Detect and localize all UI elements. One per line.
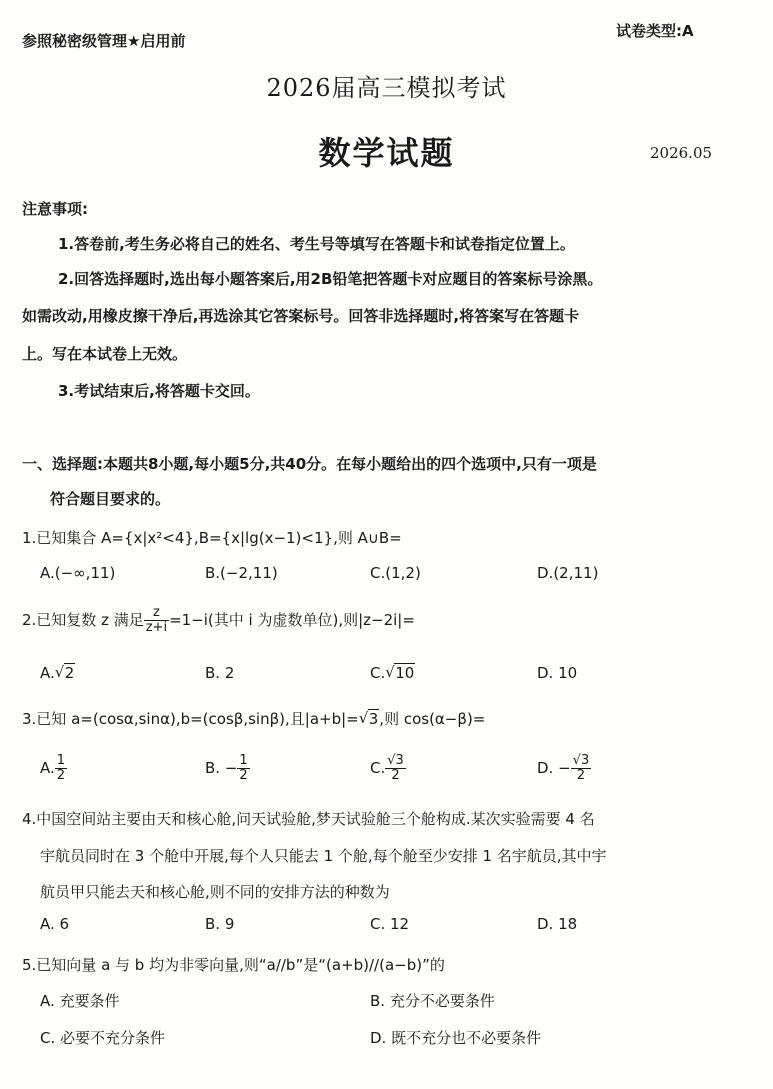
note-item-3: 3.考试结束后,将答题卡交回。	[58, 382, 260, 400]
subject-title: 数学试题	[318, 134, 455, 172]
question-1-option-c: C.(1,2)	[370, 564, 421, 582]
question-3-option-d: D. − $\frac{√3}{2}$	[537, 753, 590, 783]
question-2-fraction: $\frac{z}{z+i}$	[145, 605, 168, 635]
secrecy-label: 参照秘密级管理★启用前	[22, 32, 186, 50]
question-1-option-a: A.(−∞,11)	[40, 564, 116, 582]
notes-heading: 注意事项:	[22, 200, 88, 218]
question-5-option-a: A. 充要条件	[40, 992, 120, 1010]
note-item-1: 1.答卷前,考生务必将自己的姓名、考生号等填写在答题卡和试卷指定位置上。	[58, 235, 575, 253]
question-5-option-c: C. 必要不充分条件	[40, 1029, 166, 1047]
question-3-stem: 3.已知 a=(cosα,sinα),b=(cosβ,sinβ),且|a+b|=√ 3,则 cos(α−β)=	[22, 708, 485, 729]
question-3-option-c: C. $\frac{√3}{2}$	[370, 753, 404, 783]
question-5-option-d: D. 既不充分也不必要条件	[370, 1029, 542, 1047]
question-2-option-c: C.√ 10	[370, 664, 415, 682]
question-4-option-d: D. 18	[537, 915, 578, 933]
section-heading-line-1: 一、选择题:本题共8小题,每小题5分,共40分。在每小题给出的四个选项中,只有一项是	[22, 455, 597, 473]
question-3-option-b: B. − $\frac{1}{2}$	[205, 753, 248, 783]
question-5-option-b: B. 充分不必要条件	[370, 992, 495, 1010]
question-2-stem: 2.已知复数 z 满足 $\frac{z}{z+i}$ =1−i(其中 i 为虚数单位),则|z−2i|=	[22, 605, 415, 635]
note-item-2-line-2: 如需改动,用橡皮擦干净后,再选涂其它答案标号。回答非选择题时,将答案写在答题卡	[22, 307, 580, 325]
question-4-option-b: B. 9	[205, 915, 235, 933]
question-4-option-c: C. 12	[370, 915, 410, 933]
question-2-option-a: A.√ 2	[40, 664, 75, 682]
exam-title: 2026届高三模拟考试	[266, 74, 507, 102]
question-4-line-2: 宇航员同时在 3 个舱中开展,每个人只能去 1 个舱,每个舱至少安排 1 名宇航员,其中宇	[40, 847, 607, 865]
question-1-option-d: D.(2,11)	[537, 564, 599, 582]
paper-type-label: 试卷类型:A	[616, 22, 694, 40]
question-4-line-1: 4.中国空间站主要由天和核心舱,问天试验舱,梦天试验舱三个舱构成.某次实验需要 4 名	[22, 810, 595, 828]
note-item-2-line-3: 上。写在本试卷上无效。	[22, 345, 188, 363]
question-1-stem: 1.已知集合 A={x|x²<4},B={x|lg(x−1)<1},则 A∪B=	[22, 529, 402, 547]
exam-date: 2026.05	[650, 144, 713, 162]
question-5-stem: 5.已知向量 a 与 b 均为非零向量,则“a//b”是“(a+b)//(a−b)”的	[22, 956, 445, 974]
note-item-2-line-1: 2.回答选择题时,选出每小题答案后,用2B铅笔把答题卡对应题目的答案标号涂黑。	[58, 270, 603, 288]
section-heading-line-2: 符合题目要求的。	[50, 490, 171, 508]
question-4-line-3: 航员甲只能去天和核心舱,则不同的安排方法的种数为	[40, 883, 390, 901]
question-2-option-d: D. 10	[537, 664, 578, 682]
question-3-option-a: A. $\frac{1}{2}$	[40, 753, 66, 783]
question-1-option-b: B.(−2,11)	[205, 564, 278, 582]
question-2-option-b: B. 2	[205, 664, 235, 682]
question-4-option-a: A. 6	[40, 915, 70, 933]
